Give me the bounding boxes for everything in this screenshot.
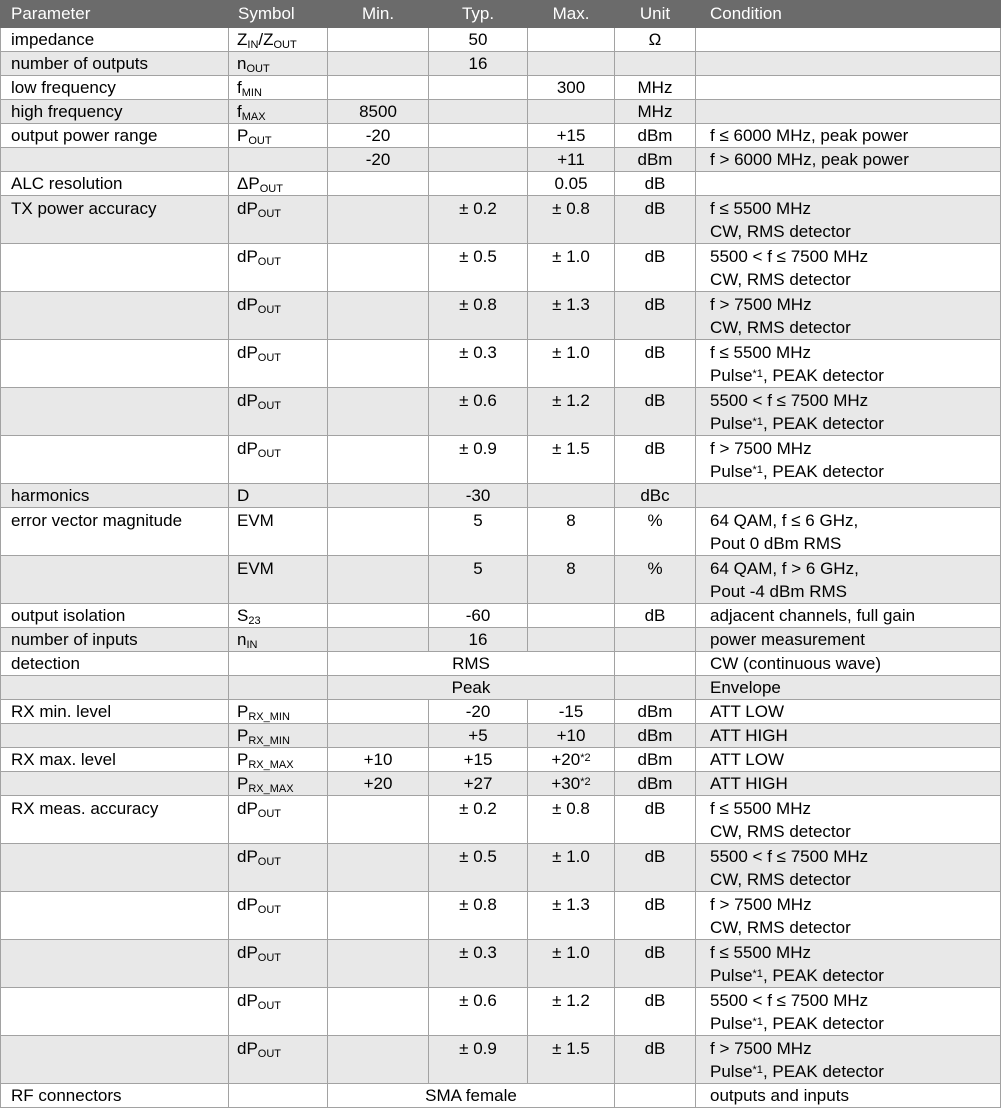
cell-symbol: EVM xyxy=(229,508,328,556)
cell-min xyxy=(328,388,429,436)
cell-unit: dBm xyxy=(615,724,696,748)
cell-symbol: $dP_{OUT}$ xyxy=(229,388,328,436)
cell-typ: ± 0.3 xyxy=(429,340,528,388)
cell-typ xyxy=(429,100,528,124)
cell-unit: % xyxy=(615,508,696,556)
cell-parameter: low frequency xyxy=(1,76,229,100)
cell-parameter xyxy=(1,340,229,388)
cell-symbol: $dP_{OUT}$ xyxy=(229,196,328,244)
cell-unit: dB xyxy=(615,604,696,628)
table-row xyxy=(1,604,1001,628)
cell-max xyxy=(528,484,615,508)
cell-min xyxy=(328,52,429,76)
cell-unit xyxy=(615,676,696,700)
cell-symbol: $dP_{OUT}$ xyxy=(229,844,328,892)
cell-condition xyxy=(696,52,1001,76)
table-row xyxy=(1,844,1001,892)
cell-unit: dB xyxy=(615,436,696,484)
cell-unit: dB xyxy=(615,892,696,940)
cell-parameter xyxy=(1,844,229,892)
cell-typ: ± 0.5 xyxy=(429,844,528,892)
table-row xyxy=(1,52,1001,76)
column-header-min: Min. xyxy=(328,1,429,28)
cell-min xyxy=(328,340,429,388)
table-row xyxy=(1,628,1001,652)
cell-parameter: TX power accuracy xyxy=(1,196,229,244)
header-row xyxy=(1,1,1001,28)
cell-typ: 50 xyxy=(429,28,528,52)
cell-condition: f > 6000 MHz, peak power xyxy=(696,148,1001,172)
cell-typ: ± 0.3 xyxy=(429,940,528,988)
cell-condition: adjacent channels, full gain xyxy=(696,604,1001,628)
cell-min xyxy=(328,76,429,100)
table-row xyxy=(1,28,1001,52)
table-row xyxy=(1,388,1001,436)
cell-symbol: $n_{IN}$ xyxy=(229,628,328,652)
cell-unit: MHz xyxy=(615,100,696,124)
cell-condition: outputs and inputs xyxy=(696,1084,1001,1108)
cell-parameter xyxy=(1,940,229,988)
cell-symbol: $P_{RX\_MAX}$ xyxy=(229,772,328,796)
cell-typ: -30 xyxy=(429,484,528,508)
cell-min xyxy=(328,844,429,892)
cell-parameter: output power range xyxy=(1,124,229,148)
table-row xyxy=(1,340,1001,388)
cell-min xyxy=(328,436,429,484)
cell-parameter: high frequency xyxy=(1,100,229,124)
cell-typ: ± 0.2 xyxy=(429,796,528,844)
cell-max: ± 0.8 xyxy=(528,796,615,844)
cell-symbol: $f_{MAX}$ xyxy=(229,100,328,124)
cell-unit: dBm xyxy=(615,700,696,724)
cell-condition xyxy=(696,100,1001,124)
cell-symbol: $n_{OUT}$ xyxy=(229,52,328,76)
cell-unit: dBc xyxy=(615,484,696,508)
cell-unit: dB xyxy=(615,844,696,892)
cell-max xyxy=(528,628,615,652)
cell-typ: -60 xyxy=(429,604,528,628)
cell-condition: ATT LOW xyxy=(696,748,1001,772)
cell-condition: 5500 < f ≤ 7500 MHz Pulse$^{*1}$, PEAK detector xyxy=(696,388,1001,436)
cell-symbol xyxy=(229,148,328,172)
cell-typ: ± 0.9 xyxy=(429,436,528,484)
cell-parameter xyxy=(1,244,229,292)
cell-symbol xyxy=(229,1084,328,1108)
cell-unit: dB xyxy=(615,388,696,436)
cell-max: 300 xyxy=(528,76,615,100)
cell-typ xyxy=(429,172,528,196)
cell-typ: ± 0.2 xyxy=(429,196,528,244)
cell-unit: dBm xyxy=(615,748,696,772)
cell-condition: ATT LOW xyxy=(696,700,1001,724)
cell-condition: Envelope xyxy=(696,676,1001,700)
cell-min: +10 xyxy=(328,748,429,772)
cell-symbol: $Z_{IN}/Z_{OUT}$ xyxy=(229,28,328,52)
cell-parameter: error vector magnitude xyxy=(1,508,229,556)
cell-unit: dBm xyxy=(615,148,696,172)
table-row xyxy=(1,244,1001,292)
cell-condition: f ≤ 6000 MHz, peak power xyxy=(696,124,1001,148)
spec-table-body xyxy=(1,28,1001,1108)
cell-max: 0.05 xyxy=(528,172,615,196)
cell-max: ± 1.2 xyxy=(528,988,615,1036)
cell-max: ± 1.2 xyxy=(528,388,615,436)
cell-condition: CW (continuous wave) xyxy=(696,652,1001,676)
cell-typ: +15 xyxy=(429,748,528,772)
cell-min xyxy=(328,628,429,652)
cell-unit: dB xyxy=(615,1036,696,1084)
cell-unit: dB xyxy=(615,244,696,292)
cell-condition: f > 7500 MHz CW, RMS detector xyxy=(696,292,1001,340)
cell-symbol xyxy=(229,652,328,676)
cell-min xyxy=(328,604,429,628)
table-row xyxy=(1,892,1001,940)
cell-unit: % xyxy=(615,556,696,604)
cell-min xyxy=(328,796,429,844)
cell-condition: 5500 < f ≤ 7500 MHz Pulse$^{*1}$, PEAK detector xyxy=(696,988,1001,1036)
cell-condition: f > 7500 MHz Pulse$^{*1}$, PEAK detector xyxy=(696,1036,1001,1084)
cell-max: ± 1.5 xyxy=(528,1036,615,1084)
cell-min-typ-max-span: SMA female xyxy=(328,1084,615,1108)
table-row xyxy=(1,1084,1001,1108)
cell-symbol: $dP_{OUT}$ xyxy=(229,340,328,388)
cell-min xyxy=(328,1036,429,1084)
cell-typ: 5 xyxy=(429,556,528,604)
cell-unit: dB xyxy=(615,196,696,244)
cell-unit: dB xyxy=(615,988,696,1036)
cell-condition: f > 7500 MHz Pulse$^{*1}$, PEAK detector xyxy=(696,436,1001,484)
cell-max: ± 0.8 xyxy=(528,196,615,244)
cell-unit: dB xyxy=(615,340,696,388)
cell-typ: ± 0.8 xyxy=(429,892,528,940)
cell-unit xyxy=(615,652,696,676)
cell-unit xyxy=(615,628,696,652)
cell-unit: dB xyxy=(615,172,696,196)
cell-parameter xyxy=(1,1036,229,1084)
cell-min xyxy=(328,940,429,988)
cell-min-typ-max-span: Peak xyxy=(328,676,615,700)
cell-symbol: $\Delta P_{OUT}$ xyxy=(229,172,328,196)
table-row xyxy=(1,700,1001,724)
table-row xyxy=(1,76,1001,100)
table-row xyxy=(1,436,1001,484)
cell-max: ± 1.0 xyxy=(528,940,615,988)
table-row xyxy=(1,124,1001,148)
cell-condition: f > 7500 MHz CW, RMS detector xyxy=(696,892,1001,940)
cell-condition xyxy=(696,76,1001,100)
cell-parameter xyxy=(1,148,229,172)
cell-parameter xyxy=(1,892,229,940)
cell-symbol: $f_{MIN}$ xyxy=(229,76,328,100)
cell-parameter: output isolation xyxy=(1,604,229,628)
cell-min xyxy=(328,892,429,940)
cell-symbol: $P_{OUT}$ xyxy=(229,124,328,148)
cell-max xyxy=(528,100,615,124)
cell-symbol: $dP_{OUT}$ xyxy=(229,940,328,988)
cell-unit: dBm xyxy=(615,124,696,148)
cell-max: +11 xyxy=(528,148,615,172)
cell-condition: f ≤ 5500 MHz CW, RMS detector xyxy=(696,796,1001,844)
column-header-typ: Typ. xyxy=(429,1,528,28)
cell-parameter: number of outputs xyxy=(1,52,229,76)
cell-unit xyxy=(615,52,696,76)
cell-symbol: $P_{RX\_MAX}$ xyxy=(229,748,328,772)
cell-typ: ± 0.6 xyxy=(429,388,528,436)
column-header-unit: Unit xyxy=(615,1,696,28)
cell-condition: ATT HIGH xyxy=(696,724,1001,748)
cell-typ xyxy=(429,148,528,172)
cell-max: ± 1.0 xyxy=(528,340,615,388)
table-row xyxy=(1,796,1001,844)
table-row xyxy=(1,748,1001,772)
cell-max: $+30^{*2}$ xyxy=(528,772,615,796)
cell-typ xyxy=(429,76,528,100)
table-row xyxy=(1,676,1001,700)
cell-unit: MHz xyxy=(615,76,696,100)
cell-parameter: RX min. level xyxy=(1,700,229,724)
cell-symbol: $dP_{OUT}$ xyxy=(229,988,328,1036)
table-row xyxy=(1,940,1001,988)
table-row xyxy=(1,172,1001,196)
cell-max: -15 xyxy=(528,700,615,724)
table-row xyxy=(1,724,1001,748)
cell-symbol: $P_{RX\_MIN}$ xyxy=(229,724,328,748)
cell-min-typ-max-span: RMS xyxy=(328,652,615,676)
cell-condition xyxy=(696,484,1001,508)
table-row xyxy=(1,652,1001,676)
cell-typ: 16 xyxy=(429,52,528,76)
cell-min xyxy=(328,508,429,556)
cell-symbol: $S_{23}$ xyxy=(229,604,328,628)
column-header-symbol: Symbol xyxy=(229,1,328,28)
cell-parameter xyxy=(1,676,229,700)
column-header-parameter: Parameter xyxy=(1,1,229,28)
cell-unit: dBm xyxy=(615,772,696,796)
cell-unit: dB xyxy=(615,796,696,844)
cell-unit: dB xyxy=(615,940,696,988)
cell-typ xyxy=(429,124,528,148)
cell-min xyxy=(328,484,429,508)
cell-symbol: $P_{RX\_MIN}$ xyxy=(229,700,328,724)
cell-max: +10 xyxy=(528,724,615,748)
table-row xyxy=(1,508,1001,556)
cell-condition: power measurement xyxy=(696,628,1001,652)
cell-max: ± 1.5 xyxy=(528,436,615,484)
cell-max: ± 1.0 xyxy=(528,844,615,892)
cell-parameter xyxy=(1,556,229,604)
cell-typ: ± 0.5 xyxy=(429,244,528,292)
column-header-max: Max. xyxy=(528,1,615,28)
table-row xyxy=(1,988,1001,1036)
cell-symbol: D xyxy=(229,484,328,508)
cell-parameter: RX max. level xyxy=(1,748,229,772)
cell-parameter xyxy=(1,724,229,748)
table-row xyxy=(1,148,1001,172)
cell-symbol: $dP_{OUT}$ xyxy=(229,1036,328,1084)
cell-symbol: $dP_{OUT}$ xyxy=(229,436,328,484)
cell-max: 8 xyxy=(528,508,615,556)
table-row xyxy=(1,1036,1001,1084)
cell-typ: -20 xyxy=(429,700,528,724)
cell-parameter xyxy=(1,436,229,484)
cell-min xyxy=(328,988,429,1036)
cell-condition: f ≤ 5500 MHz Pulse$^{*1}$, PEAK detector xyxy=(696,340,1001,388)
cell-max xyxy=(528,604,615,628)
cell-min xyxy=(328,244,429,292)
cell-typ: +27 xyxy=(429,772,528,796)
cell-min: 8500 xyxy=(328,100,429,124)
cell-symbol: $dP_{OUT}$ xyxy=(229,892,328,940)
cell-max: ± 1.3 xyxy=(528,292,615,340)
cell-parameter xyxy=(1,988,229,1036)
cell-parameter: impedance xyxy=(1,28,229,52)
cell-symbol xyxy=(229,676,328,700)
cell-condition: 5500 < f ≤ 7500 MHz CW, RMS detector xyxy=(696,844,1001,892)
cell-symbol: $dP_{OUT}$ xyxy=(229,244,328,292)
table-row xyxy=(1,100,1001,124)
cell-max: ± 1.0 xyxy=(528,244,615,292)
cell-parameter: number of inputs xyxy=(1,628,229,652)
column-header-condition: Condition xyxy=(696,1,1001,28)
cell-condition: 64 QAM, f > 6 GHz, Pout -4 dBm RMS xyxy=(696,556,1001,604)
cell-condition xyxy=(696,28,1001,52)
cell-max: 8 xyxy=(528,556,615,604)
cell-parameter xyxy=(1,388,229,436)
cell-condition: 5500 < f ≤ 7500 MHz CW, RMS detector xyxy=(696,244,1001,292)
cell-min: +20 xyxy=(328,772,429,796)
cell-min xyxy=(328,292,429,340)
cell-typ: 5 xyxy=(429,508,528,556)
cell-parameter xyxy=(1,292,229,340)
cell-symbol: $dP_{OUT}$ xyxy=(229,292,328,340)
cell-min xyxy=(328,556,429,604)
cell-parameter: harmonics xyxy=(1,484,229,508)
cell-min xyxy=(328,172,429,196)
cell-min xyxy=(328,724,429,748)
cell-max xyxy=(528,52,615,76)
table-row xyxy=(1,772,1001,796)
cell-condition: 64 QAM, f ≤ 6 GHz, Pout 0 dBm RMS xyxy=(696,508,1001,556)
cell-max: $+20^{*2}$ xyxy=(528,748,615,772)
cell-parameter: detection xyxy=(1,652,229,676)
cell-parameter xyxy=(1,772,229,796)
cell-condition: f ≤ 5500 MHz Pulse$^{*1}$, PEAK detector xyxy=(696,940,1001,988)
table-row xyxy=(1,556,1001,604)
cell-typ: ± 0.8 xyxy=(429,292,528,340)
cell-condition xyxy=(696,172,1001,196)
cell-parameter: RX meas. accuracy xyxy=(1,796,229,844)
cell-max: ± 1.3 xyxy=(528,892,615,940)
cell-symbol: $dP_{OUT}$ xyxy=(229,796,328,844)
cell-min: -20 xyxy=(328,148,429,172)
cell-min xyxy=(328,700,429,724)
cell-typ: 16 xyxy=(429,628,528,652)
cell-unit: dB xyxy=(615,292,696,340)
cell-min xyxy=(328,28,429,52)
cell-typ: ± 0.9 xyxy=(429,1036,528,1084)
cell-condition: ATT HIGH xyxy=(696,772,1001,796)
cell-min xyxy=(328,196,429,244)
cell-parameter: RF connectors xyxy=(1,1084,229,1108)
cell-unit xyxy=(615,1084,696,1108)
cell-typ: ± 0.6 xyxy=(429,988,528,1036)
table-row xyxy=(1,196,1001,244)
table-row xyxy=(1,484,1001,508)
cell-unit: Ω xyxy=(615,28,696,52)
cell-symbol: EVM xyxy=(229,556,328,604)
cell-parameter: ALC resolution xyxy=(1,172,229,196)
cell-max xyxy=(528,28,615,52)
cell-condition: f ≤ 5500 MHz CW, RMS detector xyxy=(696,196,1001,244)
cell-min: -20 xyxy=(328,124,429,148)
table-row xyxy=(1,292,1001,340)
cell-typ: +5 xyxy=(429,724,528,748)
cell-max: +15 xyxy=(528,124,615,148)
